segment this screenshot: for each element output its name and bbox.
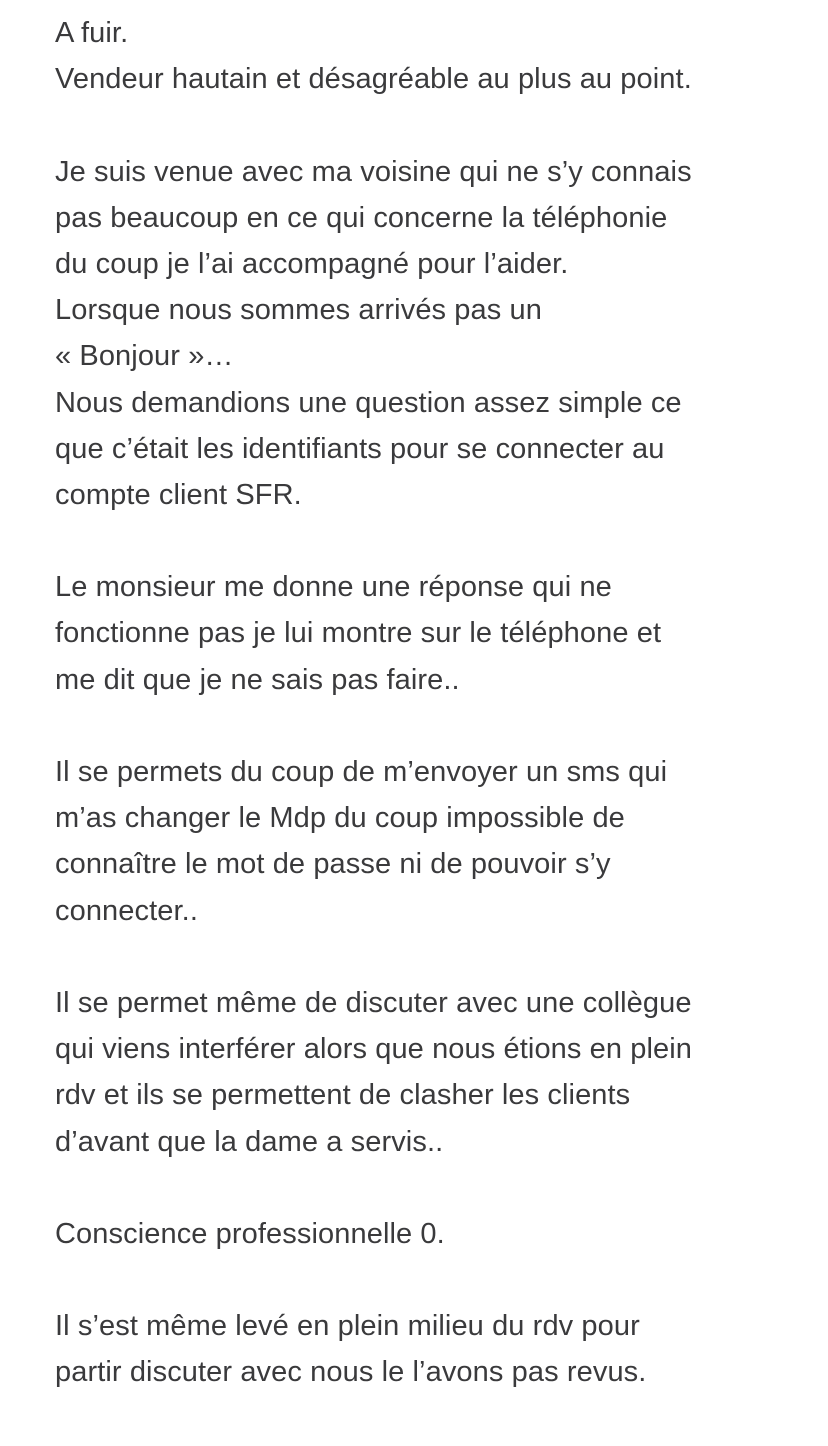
- review-line: pas beaucoup en ce qui concerne la téléphonie: [55, 201, 668, 234]
- review-line: fonctionne pas je lui montre sur le téléphone et: [55, 617, 662, 650]
- review-text-body: [55, 10, 815, 1396]
- paragraph-gap: [55, 934, 815, 980]
- paragraph-gap: [55, 703, 815, 749]
- review-line: connecter..: [55, 894, 198, 927]
- paragraph-gap: [55, 1165, 815, 1211]
- review-line: A fuir.: [55, 17, 129, 49]
- review-line: Conscience professionnelle 0.: [55, 1217, 445, 1250]
- review-line: Il se permets du coup de m’envoyer un sms qui: [55, 756, 668, 788]
- review-line: que c’était les identifiants pour se connecter au: [55, 432, 665, 465]
- paragraph-gap: [55, 1257, 815, 1303]
- review-line: compte client SFR.: [55, 478, 302, 511]
- review-line: Il s’est même levé en plein milieu du rdv pour: [55, 1310, 640, 1343]
- review-line: d’avant que la dame a servis..: [55, 1125, 444, 1158]
- review-line: rdv et ils se permettent de clasher les clients: [55, 1079, 631, 1112]
- review-line: Je suis venue avec ma voisine qui ne s’y connais: [55, 155, 692, 188]
- review-line: Nous demandions une question assez simple ce: [55, 386, 682, 419]
- review-line: qui viens interférer alors que nous étions en plein: [55, 1033, 693, 1066]
- review-line: Le monsieur me donne une réponse qui ne: [55, 571, 612, 604]
- review-line: « Bonjour »…: [55, 340, 234, 373]
- review-line: connaître le mot de passe ni de pouvoir s’y: [55, 848, 611, 881]
- review-line: Lorsque nous sommes arrivés pas un: [55, 294, 542, 327]
- review-line: Vendeur hautain et désagréable au plus au point.: [55, 63, 692, 96]
- paragraph-gap: [55, 518, 815, 564]
- paragraph-gap: [55, 102, 815, 148]
- review-line: m’as changer le Mdp du coup impossible de: [55, 802, 625, 835]
- review-line: Il se permet même de discuter avec une collègue: [55, 986, 692, 1019]
- review-line: du coup je l’ai accompagné pour l’aider.: [55, 247, 569, 280]
- review-line: me dit que je ne sais pas faire..: [55, 663, 460, 696]
- review-line: partir discuter avec nous le l’avons pas revus.: [55, 1356, 647, 1389]
